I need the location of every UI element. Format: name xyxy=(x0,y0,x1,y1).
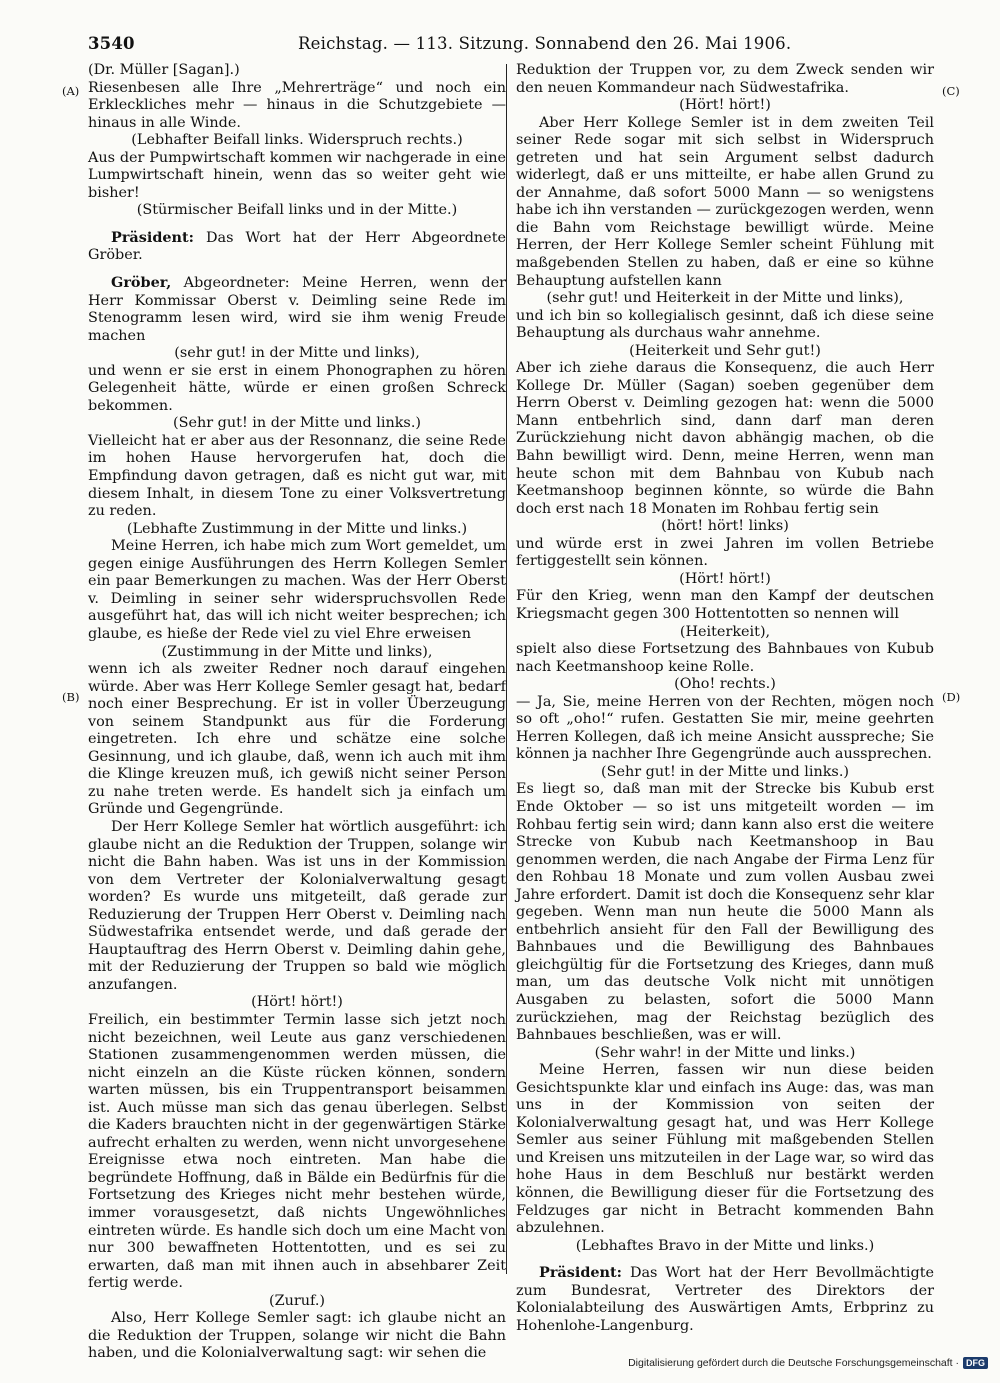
speech-text: Abgeordneter: Meine Herren, wenn der Herr Kommissar Oberst v. Deimling seine Rede im Stenogramm lesen wird, wird sie ihm wenig Freude machen xyxy=(88,275,506,344)
interjection: (Sehr gut! in der Mitte und links.) xyxy=(600,763,850,780)
interjection: (Stürmischer Beifall links und in der Mitte.) xyxy=(136,202,458,219)
paragraph: Also, Herr Kollege Semler sagt: ich glaube nicht an die Reduktion der Truppen, solange wir nicht die Bahn haben, und die Kolonialverwaltung sagt: wir sehen die xyxy=(88,1310,506,1362)
right-column xyxy=(516,62,934,1335)
statement-text: Das Wort hat der Herr Abgeordnete Gröber. xyxy=(88,229,507,264)
interjection: (Sehr wahr! in der Mitte und links.) xyxy=(594,1044,856,1061)
speaker-name: Gröber, xyxy=(111,274,172,292)
funding-footer xyxy=(628,1357,988,1369)
speech-opening xyxy=(88,274,506,345)
paragraph: Meine Herren, fassen wir nun diese beiden Gesichtspunkte klar und einfach ins Auge: das, was man uns in der Kommission von seiten der Kolonialverwaltung gesagt hat, und was Herr Kollege Semler aus seiner Fühlung mit maßgebenden Stellen und Kreisen uns mitzuteilen in der Lage war, so wird das hohe Haus in dem Beschluß nur bestärkt werden können, die Bewilligung dieser für die Fortsetzung des Feldzuges gar nicht in Betracht kommenden Bahn abzulehnen. xyxy=(516,1062,934,1237)
interjection: (sehr gut! in der Mitte und links), xyxy=(174,345,420,362)
paragraph: Es liegt so, daß man mit der Strecke bis Kubub erst Ende Oktober — so ist uns mitgeteilt worden — im Rohbau fertig sein wird; dann kann also erst die weitere Strecke von Kubub nach Keetmanshoop in Bau genommen werden, die nach Angabe der Firma Lenz für den Rohbau 18 Monate und zum vollen Ausbau zwei Jahre erfordert. Damit ist doch die Konsequenz sehr klar gegeben. Wenn man nun heute die 5000 Mann als entbehrlich ansieht für den Fall der Bewilligung des Bahnbaues und die Bewilligung des Bahnbaues gleichgültig für die Fortsetzung des Krieges, dann muß man, um das deutsche Volk nicht mit unnötigen Ausgaben zu belasten, sofort die 5000 Mann zurückziehen, mag der Reichstag bezüglich des Bahnbaues beschließen, was er will. xyxy=(516,781,934,1044)
paragraph: Reduktion der Truppen vor, zu dem Zweck senden wir den neuen Kommandeur nach Südwestafrika. xyxy=(516,62,934,96)
interjection: (hört! hört! links) xyxy=(661,518,789,535)
running-title: Reichstag. — 113. Sitzung. Sonnabend den 26. Mai 1906. xyxy=(298,34,792,53)
margin-mark-a: (A) xyxy=(62,84,80,98)
paragraph: Riesenbesen alle Ihre „Mehrerträge“ und noch ein Erkleckliches mehr — hinaus in die Schutzgebiete — hinaus in alle Winde. xyxy=(88,79,506,131)
president-statement xyxy=(516,1264,934,1335)
interjection: (Zuruf.) xyxy=(268,1292,326,1309)
statement-text: Das Wort hat der Herr Bevollmächtigte zum Bundesrat, Vertreter des Direktors der Kolonialabteilung des Auswärtigen Amts, Erbprinz zu Hohenlohe-Langenburg. xyxy=(516,1265,934,1334)
interjection: (Heiterkeit), xyxy=(679,623,771,640)
column-divider xyxy=(506,64,507,1274)
left-column xyxy=(88,62,506,1363)
speaker-continuation: (Dr. Müller [Sagan].) xyxy=(88,62,240,78)
page-header xyxy=(88,34,933,58)
interjection: (Zustimmung in der Mitte und links), xyxy=(161,643,433,660)
paragraph: — Ja, Sie, meine Herren von der Rechten, mögen noch so oft „oho!“ rufen. Gestatten Sie mir, meine geehrten Herren Kollegen, daß ich meine Ansicht ausspreche; Sie können ja nachher Ihre Gegengründe auch aussprechen. xyxy=(516,693,934,763)
president-statement xyxy=(88,229,506,265)
paragraph: wenn ich als zweiter Redner noch darauf eingehen würde. Aber was Herr Kollege Semler gesagt hat, bedarf noch einer Besprechung. Er ist in voller Überzeugung von seinem Standpunkt aus für die Forderung eingetreten. Ich ehre und schätze eine solche Gesinnung, und ich glaube, daß, wenn ich auch mit ihm die Klinge kreuzen muß, ich gewiß nicht seiner Person zu nahe treten werde. Es handelt sich ja einfach um Gründe und Gegengründe. xyxy=(88,661,506,818)
paragraph: Aber Herr Kollege Semler ist in dem zweiten Teil seiner Rede sogar mit sich selbst in Widerspruch getreten und hat sein Argument selbst dadurch widerlegt, daß er uns mitteilte, er habe allen Grund zu der Annahme, daß sofort 5000 Mann — so wenigstens habe ich ihn verstanden — zurückgezogen werden, wenn die Bahn vom Reichstage bewilligt würde. Meine Herren, der Herr Kollege Semler scheint Fühlung mit maßgebenden Stellen zu haben, daß er eine so kühne Behauptung aufstellen kann xyxy=(516,114,934,289)
interjection: (Heiterkeit und Sehr gut!) xyxy=(629,342,821,359)
interjection: (Lebhaftes Bravo in der Mitte und links.) xyxy=(575,1237,875,1254)
speaker-name: Präsident: xyxy=(111,228,194,246)
paragraph: Freilich, ein bestimmter Termin lasse sich jetzt noch nicht bezeichnen, weil Leute aus ganz verschiedenen Stationen zusammengenommen werden müssen, die nicht einzeln an die Küste rücken können, sondern warten müssen, bis ein Truppentransport beisammen ist. Auch müsse man sich das genau überlegen. Selbst die Kaders brauchten nicht in der gegenwärtigen Stärke aufrecht erhalten zu werden, wenn nicht unvorgesehene Ereignisse etwa noch eintreten. Man habe die begründete Hoffnung, daß in Bälde ein Bedürfnis für die Fortsetzung des Krieges nicht mehr bestehen würde, immer vorausgesetzt, daß nichts Ungewöhnliches eintreten würde. Es handle sich doch um eine Macht von nur 300 bewaffneten Hottentotten, und es sei zu erwarten, daß man mit ihnen auch in absehbarer Zeit fertig werde. xyxy=(88,1011,506,1292)
paragraph: Aus der Pumpwirtschaft kommen wir nachgerade in eine Lumpwirtschaft hinein, wenn das so weiter geht wie bisher! xyxy=(88,149,506,201)
interjection: (Lebhafter Beifall links. Widerspruch rechts.) xyxy=(131,132,463,149)
footer-text: Digitalisierung gefördert durch die Deutsche Forschungsgemeinschaft · xyxy=(628,1357,959,1369)
margin-mark-b: (B) xyxy=(62,690,80,704)
margin-mark-d: (D) xyxy=(942,690,961,704)
page-number: 3540 xyxy=(88,34,135,53)
paragraph: spielt also diese Fortsetzung des Bahnbaues von Kubub nach Keetmanshoop keine Rolle. xyxy=(516,641,934,675)
interjection: (Sehr gut! in der Mitte und links.) xyxy=(172,415,422,432)
interjection: (Lebhafte Zustimmung in der Mitte und links.) xyxy=(126,520,468,537)
interjection: (Oho! rechts.) xyxy=(674,676,776,693)
interjection: (Hört! hört!) xyxy=(679,570,771,587)
interjection: (Hört! hört!) xyxy=(679,97,771,114)
paragraph: Vielleicht hat er aber aus der Resonnanz, die seine Rede im hohen Hause hervorgerufen hat, doch die Empfindung davon getragen, daß es nicht gut war, mit diesem Inhalt, in diesem Tone zu einer Volksvertretung zu reden. xyxy=(88,432,506,520)
speaker-name: Präsident: xyxy=(539,1264,622,1282)
dfg-logo-icon: DFG xyxy=(963,1357,988,1369)
interjection: (Hört! hört!) xyxy=(251,994,343,1011)
paragraph: und wenn er sie erst in einem Phonographen zu hören Gelegenheit hätte, würde er einen großen Schreck bekommen. xyxy=(88,362,506,414)
paragraph: Meine Herren, ich habe mich zum Wort gemeldet, um gegen einige Ausführungen des Herrn Kollegen Semler ein paar Bemerkungen zu machen. Was der Herr Oberst v. Deimling in seiner sehr widerspruchsvollen Rede ausgeführt hat, das will ich nicht weiter besprechen; ich glaube, es hieße der Rede viel zu viel Ehre erweisen xyxy=(88,538,506,642)
margin-mark-c: (C) xyxy=(942,84,960,98)
paragraph: und ich bin so kollegialisch gesinnt, daß ich diese seine Behauptung als durchaus wahr annehme. xyxy=(516,307,934,342)
paragraph: Der Herr Kollege Semler hat wörtlich ausgeführt: ich glaube nicht an die Reduktion der Truppen, solange wir nicht die Bahn haben. Was ist uns in der Kommission von dem Vertreter der Kolonialverwaltung gesagt worden? Es wurde uns mitgeteilt, daß gerade zur Reduzierung der Truppen Herr Oberst v. Deimling nach Südwestafrika entsendet werde, und daß gerade der Hauptauftrag des Herrn Oberst v. Deimling dahin gehe, mit der Reduzierung der Truppen so bald wie möglich anzufangen. xyxy=(88,818,506,993)
interjection: (sehr gut! und Heiterkeit in der Mitte und links), xyxy=(546,290,904,307)
paragraph: Aber ich ziehe daraus die Konsequenz, die auch Herr Kollege Dr. Müller (Sagan) soeben gegenüber dem Herrn Oberst v. Deimling gezogen hat: wenn die 5000 Mann entbehrlich sind, dann darf man deren Zurückziehung nicht davon abhängig machen, ob die Bahn bewilligt wird. Denn, meine Herren, wenn man heute schon mit dem Bahnbau von Kubub nach Keetmanshoop beginnen könnte, so würde die Bahn doch erst nach 18 Monaten im Rohbau fertig sein xyxy=(516,360,934,517)
paragraph: Für den Krieg, wenn man den Kampf der deutschen Kriegsmacht gegen 300 Hottentotten so nennen will xyxy=(516,588,934,622)
paragraph: und würde erst in zwei Jahren im vollen Betriebe fertiggestellt sein können. xyxy=(516,535,934,570)
